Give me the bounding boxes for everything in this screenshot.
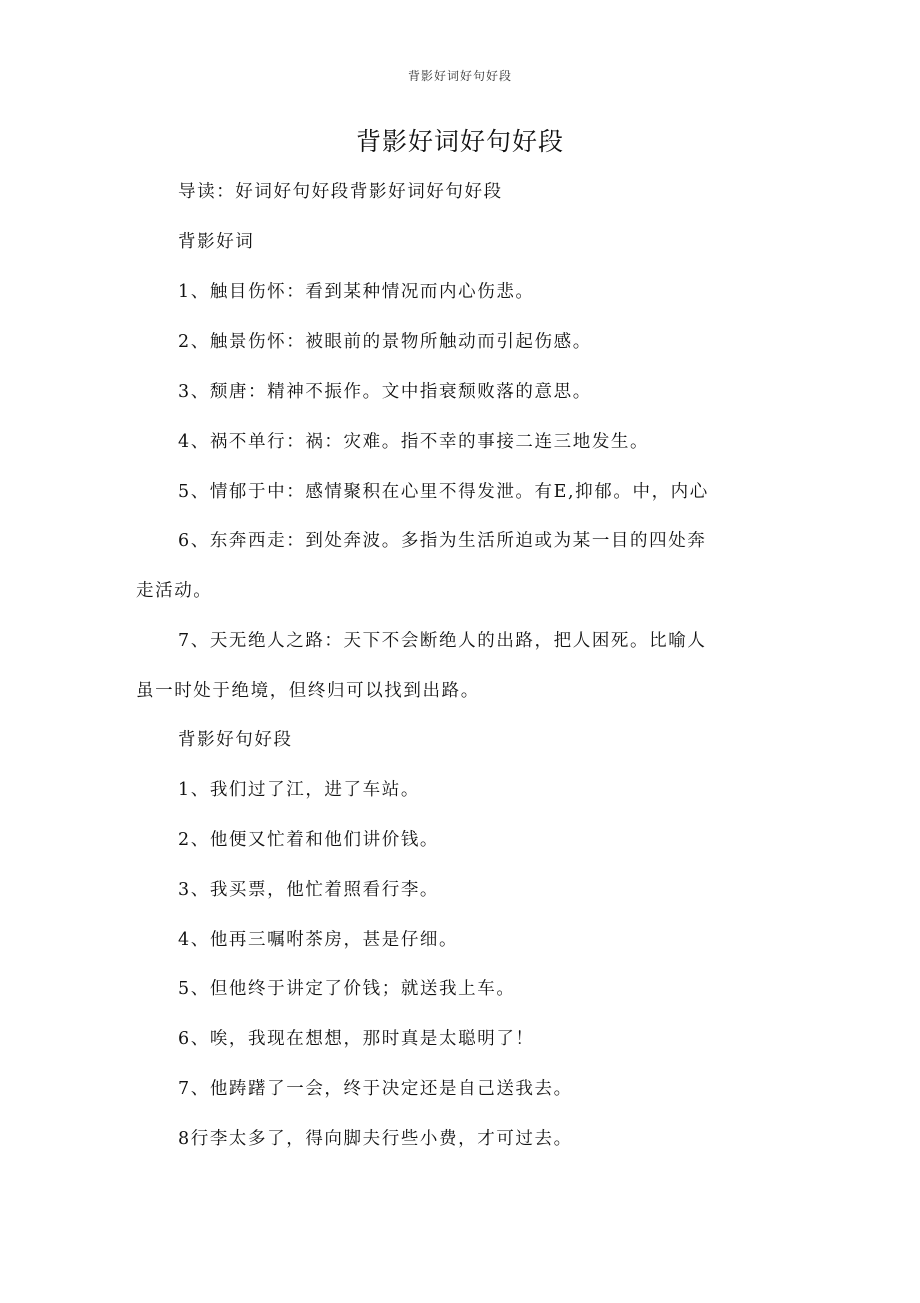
- word-item-5: 5、情郁于中：感情聚积在心里不得发泄。有E,抑郁。中，内心: [178, 482, 709, 502]
- word-item-6-line-2: 走活动。: [136, 581, 213, 601]
- word-item-7-line-1: 7、天无绝人之路：天下不会断绝人的出路，把人困死。比喻人: [178, 631, 707, 651]
- page-title: 背影好词好句好段: [355, 127, 564, 156]
- sentence-item-2: 2、他便又忙着和他们讲价钱。: [178, 830, 440, 850]
- word-item-3: 3、颓唐：精神不振作。文中指衰颓败落的意思。: [178, 382, 592, 402]
- word-item-4: 4、祸不单行：祸：灾难。指不幸的事接二连三地发生。: [178, 432, 650, 452]
- word-item-1: 1、触目伤怀：看到某种情况而内心伤悲。: [178, 282, 535, 302]
- word-item-6-line-1: 6、东奔西走：到处奔波。多指为生活所迫或为某一目的四处奔: [178, 531, 707, 551]
- sentence-item-5: 5、但他终于讲定了价钱；就送我上车。: [178, 979, 516, 999]
- sentences-heading: 背影好句好段: [178, 730, 293, 750]
- sentence-item-8: 8行李太多了，得向脚夫行些小费，才可过去。: [178, 1129, 573, 1149]
- intro-paragraph: 导读：好词好句好段背影好词好句好段: [178, 182, 503, 202]
- running-header: 背影好词好句好段: [407, 69, 512, 83]
- word-item-7-line-2: 虽一时处于绝境，但终归可以找到出路。: [136, 681, 480, 701]
- sentence-item-1: 1、我们过了江，进了车站。: [178, 780, 420, 800]
- sentence-item-3: 3、我买票，他忙着照看行李。: [178, 880, 440, 900]
- words-heading: 背影好词: [178, 232, 255, 252]
- word-item-2: 2、触景伤怀：被眼前的景物所触动而引起伤感。: [178, 332, 592, 352]
- sentence-item-6: 6、唉，我现在想想，那时真是太聪明了！: [178, 1029, 535, 1049]
- sentence-item-4: 4、他再三嘱咐茶房，甚是仔细。: [178, 930, 459, 950]
- sentence-item-7: 7、他踌躇了一会，终于决定还是自己送我去。: [178, 1079, 573, 1099]
